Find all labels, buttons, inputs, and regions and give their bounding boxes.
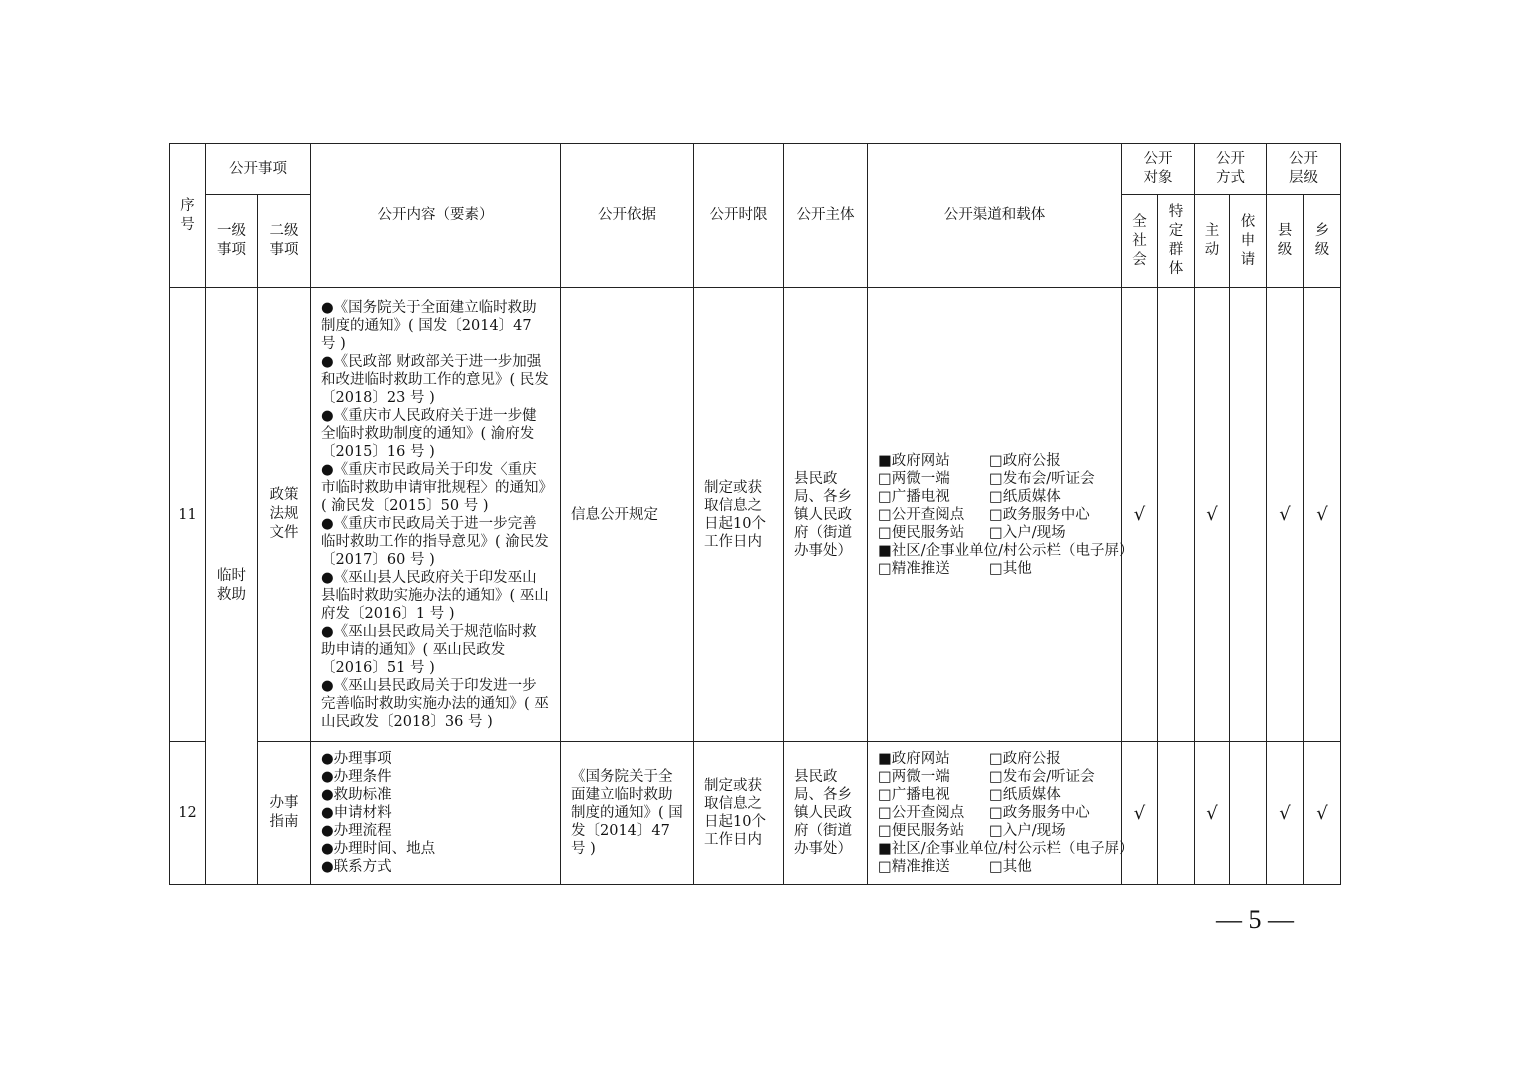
content-item: ●联系方式: [321, 859, 392, 875]
header-item: 公开事项: [206, 144, 311, 195]
content-item: ●《国务院关于全面建立临时救助制度的通知》( 国发〔2014〕47 号 ): [321, 299, 537, 352]
header-level1: 一级事项: [206, 195, 258, 288]
content-item: ●《重庆市人民政府关于进一步健全临时救助制度的通知》( 渝府发〔2015〕16 号 ): [321, 407, 537, 460]
header-time-limit: 公开时限: [694, 144, 784, 288]
header-subject: 公开主体: [784, 144, 868, 288]
channel-cell: [868, 742, 1134, 885]
channel-line: □广播电视 □纸质媒体: [878, 787, 1061, 803]
channel-line: □精准推送 □其他: [878, 560, 1032, 577]
channel-line: □精准推送 □其他: [878, 859, 1032, 875]
content-item: ●办理条件: [321, 769, 392, 785]
header-basis: 公开依据: [561, 144, 694, 288]
level2-item: 办事指南: [258, 742, 311, 885]
subject-cell: 县民政局、各乡镇人民政府（街道办事处）: [784, 742, 868, 885]
header-method: 公开方式: [1195, 144, 1267, 195]
level-township-check: √: [1304, 742, 1341, 885]
header-target-all: 全社会: [1122, 195, 1158, 288]
level-township-check: √: [1304, 288, 1341, 742]
content-cell: [311, 742, 561, 885]
level2-item: 政策法规文件: [258, 288, 311, 742]
method-request-check: [1230, 288, 1267, 742]
level-county-check: √: [1267, 742, 1304, 885]
channel-line: □两微一端 □发布会/听证会: [878, 470, 1095, 487]
header-method-request: 依申请: [1230, 195, 1267, 288]
time-limit-cell: 制定或获取信息之日起10个工作日内: [694, 288, 784, 742]
content-item: ●《重庆市民政局关于进一步完善临时救助工作的指导意见》( 渝民发〔2017〕60 号 ): [321, 515, 549, 568]
row-seq: 11: [170, 288, 206, 742]
content-item: ●办理事项: [321, 751, 392, 767]
content-item: ●《巫山县人民政府关于印发巫山县临时救助实施办法的通知》( 巫山府发〔2016〕1 号 ): [321, 569, 549, 622]
target-specific-check: [1158, 742, 1195, 885]
level-county-check: √: [1267, 288, 1304, 742]
basis-cell: 《国务院关于全面建立临时救助制度的通知》( 国发〔2014〕47 号 ): [561, 742, 694, 885]
target-all-check: √: [1122, 742, 1158, 885]
header-seq: 序 号: [170, 144, 206, 288]
time-limit-cell: 制定或获取信息之日起10个工作日内: [694, 742, 784, 885]
table-row: [170, 288, 1341, 742]
content-item: ●申请材料: [321, 805, 392, 821]
header-level: 公开层级: [1267, 144, 1341, 195]
header-target-specific: 特定群体: [1158, 195, 1195, 288]
channel-line: ■社区/企事业单位/村公示栏（电子屏）: [878, 841, 1134, 857]
content-item: ●办理流程: [321, 823, 392, 839]
header-level-county: 县级: [1267, 195, 1304, 288]
basis-cell: 信息公开规定: [561, 288, 694, 742]
target-specific-check: [1158, 288, 1195, 742]
content-item: ●《民政部 财政部关于进一步加强和改进临时救助工作的意见》( 民发〔2018〕23 号 ): [321, 353, 549, 406]
channel-line: ■政府网站 □政府公报: [878, 452, 1061, 469]
method-active-check: √: [1195, 288, 1230, 742]
channel-line: ■政府网站 □政府公报: [878, 751, 1061, 767]
header-channel: 公开渠道和载体: [868, 144, 1122, 288]
page-number: — 5 —: [1216, 905, 1294, 934]
channel-line: □便民服务站 □入户/现场: [878, 524, 1066, 541]
header-level-township: 乡级: [1304, 195, 1341, 288]
header-content: 公开内容（要素）: [311, 144, 561, 288]
content-item: ●《重庆市民政局关于印发〈重庆市临时救助申请审批规程〉的通知》( 渝民发〔2015〕50 号 ): [321, 461, 546, 514]
header-target: 公开对象: [1122, 144, 1195, 195]
channel-line: □便民服务站 □入户/现场: [878, 823, 1066, 839]
method-request-check: [1230, 742, 1267, 885]
channel-line: ■社区/企事业单位/村公示栏（电子屏）: [878, 542, 1134, 559]
channel-line: □两微一端 □发布会/听证会: [878, 769, 1095, 785]
channel-line: □公开查阅点 □政务服务中心: [878, 805, 1090, 821]
content-item: ●《巫山县民政局关于规范临时救助申请的通知》( 巫山民政发〔2016〕51 号 ): [321, 623, 537, 676]
header-level2: 二级事项: [258, 195, 311, 288]
method-active-check: √: [1195, 742, 1230, 885]
subject-cell: 县民政局、各乡镇人民政府（街道办事处）: [784, 288, 868, 742]
content-cell: [311, 288, 561, 742]
channel-line: □公开查阅点 □政务服务中心: [878, 506, 1090, 523]
level1-item: 临时救助: [206, 288, 258, 885]
content-item: ●办理时间、地点: [321, 841, 436, 857]
content-item: ●救助标准: [321, 787, 392, 803]
channel-line: □广播电视 □纸质媒体: [878, 488, 1061, 505]
table-row: [170, 742, 1341, 885]
row-seq: 12: [170, 742, 206, 885]
channel-cell: [868, 288, 1134, 742]
disclosure-table: [169, 143, 1341, 885]
target-all-check: √: [1122, 288, 1158, 742]
content-item: ●《巫山县民政局关于印发进一步完善临时救助实施办法的通知》( 巫山民政发〔2018〕36 号 ): [321, 677, 549, 730]
header-method-active: 主动: [1195, 195, 1230, 288]
